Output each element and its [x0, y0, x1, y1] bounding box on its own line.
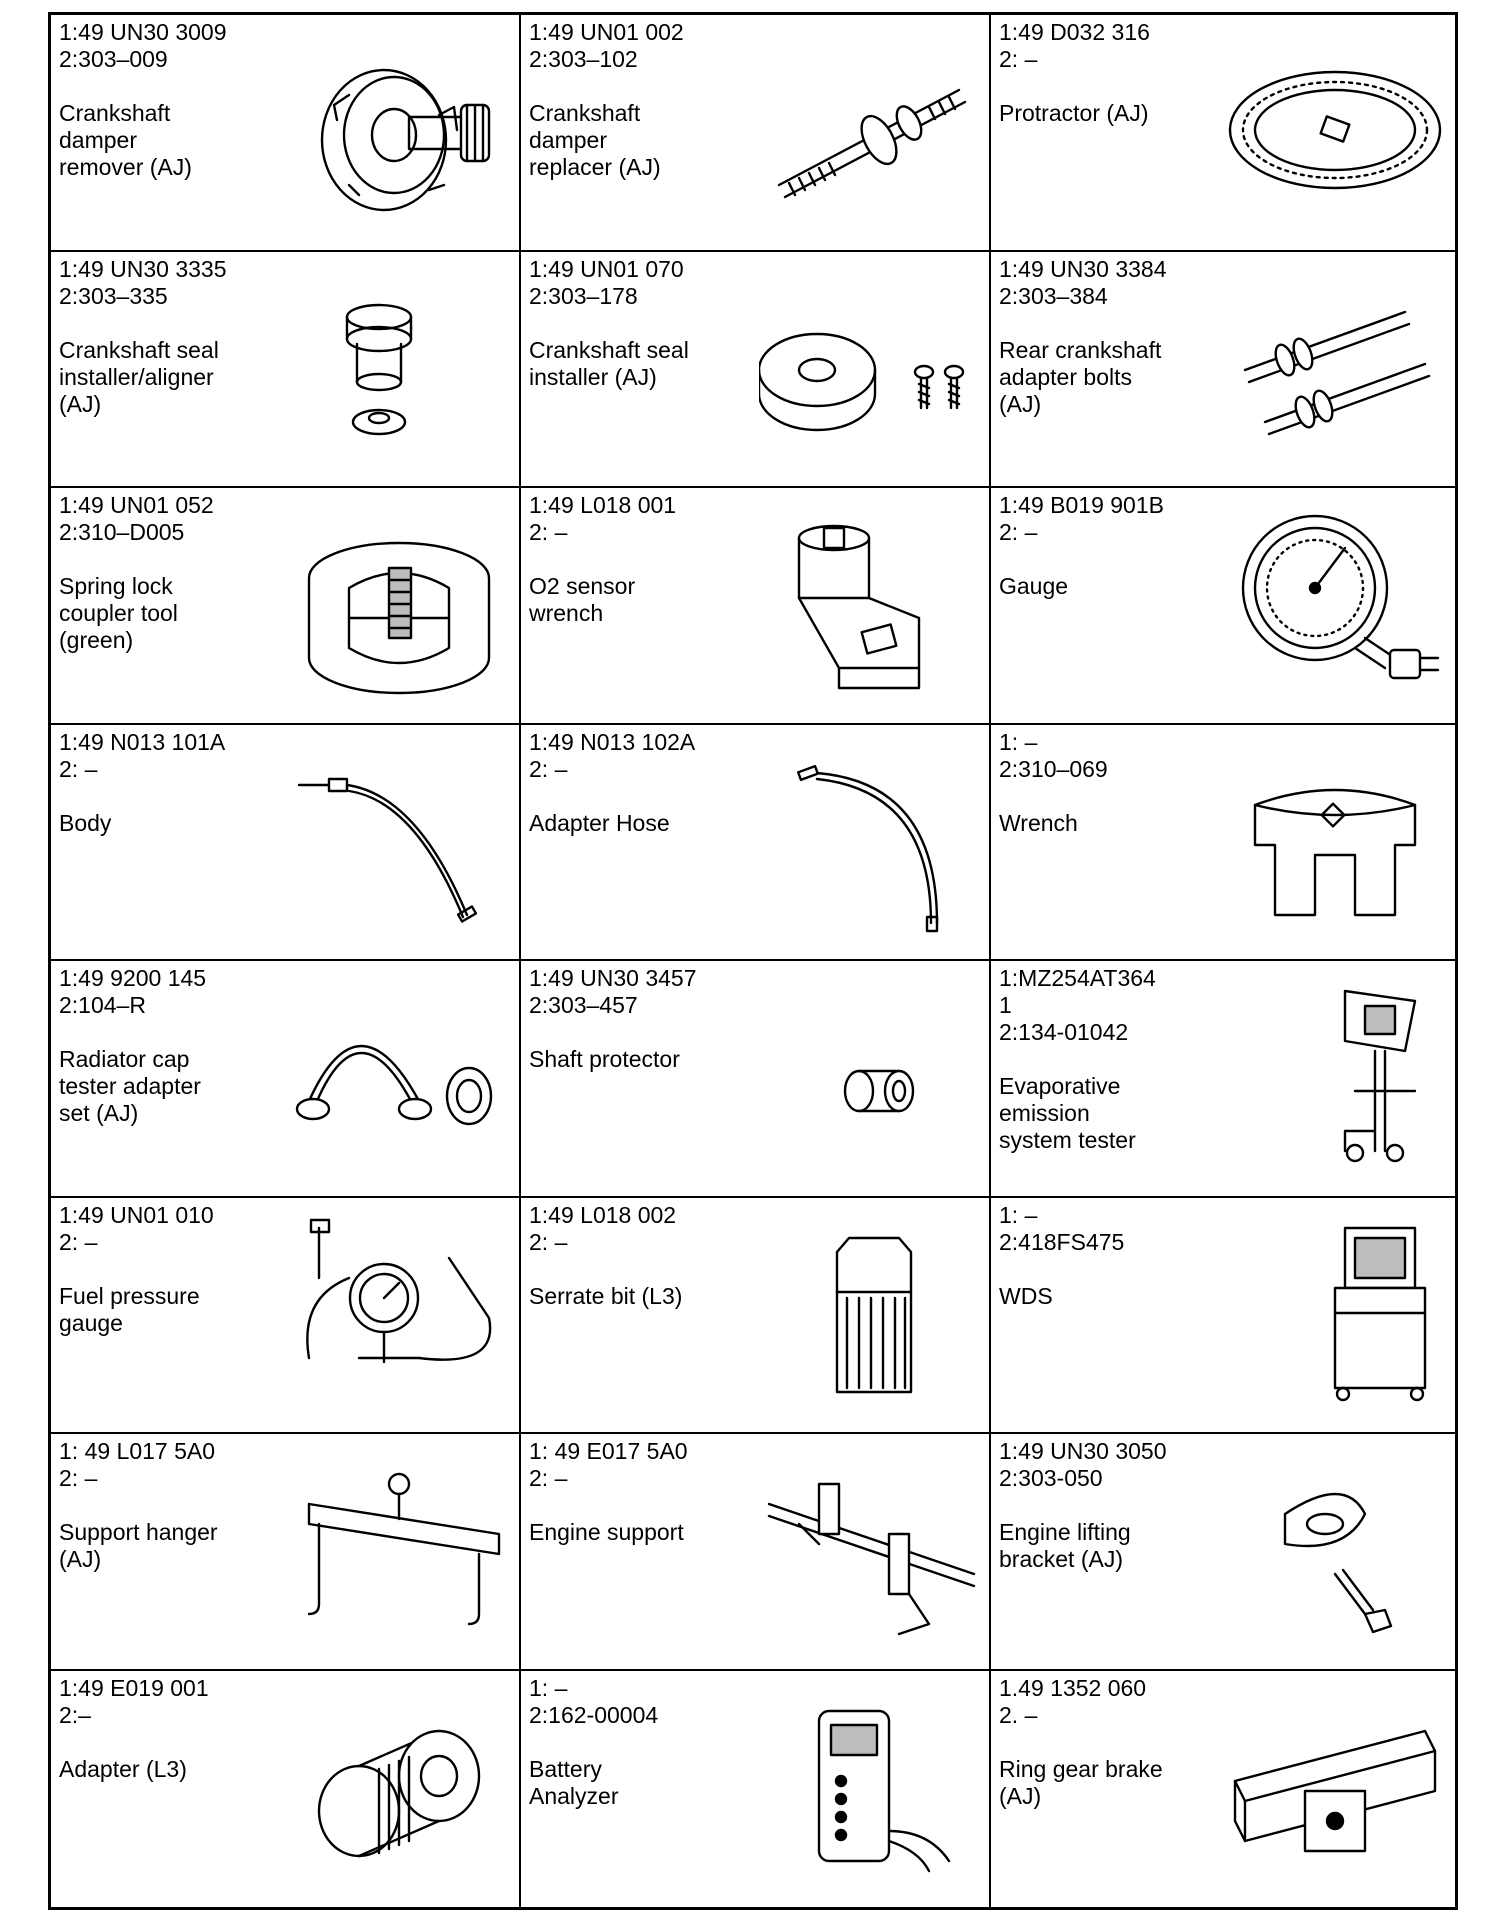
tool-part-number: 1:49 L018 001 2: – [529, 492, 677, 545]
support-hanger-icon [289, 1454, 509, 1644]
tool-part-number: 1: 49 E017 5A0 2: – [529, 1438, 688, 1491]
tool-name: Adapter Hose [529, 809, 670, 836]
tool-cell [51, 1671, 521, 1908]
tool-cell [521, 961, 991, 1198]
tool-name: Engine support [529, 1519, 684, 1545]
tool-part-number: 1:49 D032 316 2: – [999, 19, 1150, 72]
tool-cell [991, 1198, 1455, 1435]
tool-cell [991, 15, 1455, 252]
radiator-cap-adapter-icon [289, 981, 509, 1171]
tool-name: Support hanger (AJ) [59, 1519, 218, 1572]
tool-name: Body [59, 809, 112, 836]
tool-part-number: 1:49 UN01 002 2:303–102 [529, 19, 684, 72]
gauge-icon [1225, 508, 1445, 698]
tool-cell [521, 252, 991, 489]
special-tools-table [48, 12, 1458, 1910]
tool-cell [51, 725, 521, 962]
tool-name: Radiator cap tester adapter set (AJ) [59, 1046, 201, 1126]
tool-name: Evaporative emission system tester [999, 1073, 1136, 1153]
spring-lock-coupler-icon [289, 508, 509, 698]
tool-cell [521, 1434, 991, 1671]
tool-name: Serrate bit (L3) [529, 1282, 683, 1309]
tool-part-number: 1.49 1352 060 2. – [999, 1674, 1147, 1728]
evap-tester-icon [1225, 981, 1445, 1171]
adapter-bolts-icon [1225, 272, 1445, 462]
ring-gear-brake-icon [1225, 1691, 1445, 1881]
tool-part-number: 1:49 UN30 3384 2:303–384 [999, 255, 1167, 309]
tool-cell [521, 1671, 991, 1908]
tool-cell [991, 1434, 1455, 1671]
tool-name: O2 sensor wrench [529, 573, 636, 626]
tool-cell [51, 961, 521, 1198]
tool-cell [991, 1671, 1455, 1908]
crankshaft-damper-remover-icon [289, 35, 509, 225]
tool-cell [51, 15, 521, 252]
tool-name: Engine lifting bracket (AJ) [999, 1519, 1131, 1572]
seal-installer-aligner-icon [289, 272, 509, 462]
protractor-icon [1225, 35, 1445, 225]
tool-part-number: 1:49 UN30 3457 2:303–457 [529, 965, 697, 1018]
tool-name: Battery Analyzer [529, 1755, 619, 1809]
tool-cell [991, 725, 1455, 962]
adapter-fitting-icon [289, 1691, 509, 1881]
tool-name: Wrench [999, 809, 1078, 836]
tool-name: Crankshaft seal installer (AJ) [529, 336, 689, 390]
tool-part-number: 1: – 2:162-00004 [529, 1674, 659, 1728]
tool-name: Crankshaft seal installer/aligner (AJ) [59, 336, 219, 417]
tool-cell [991, 488, 1455, 725]
tool-name: Spring lock coupler tool (green) [59, 573, 178, 653]
crankshaft-damper-replacer-icon [759, 35, 979, 225]
tool-name: Adapter (L3) [59, 1755, 187, 1782]
tool-name: Shaft protector [529, 1046, 680, 1072]
engine-support-icon [759, 1454, 979, 1644]
tool-part-number: 1:49 UN30 3335 2:303–335 [59, 255, 227, 309]
o2-sensor-wrench-icon [759, 508, 979, 698]
tool-name: Crankshaft damper replacer (AJ) [529, 100, 661, 180]
tool-part-number: 1:49 UN01 010 2: – [59, 1201, 214, 1255]
tool-name: Gauge [999, 573, 1069, 599]
tool-cell [991, 252, 1455, 489]
wrench-icon [1225, 745, 1445, 935]
tool-part-number: 1:49 L018 002 2: – [529, 1201, 677, 1255]
wds-cart-icon [1225, 1218, 1445, 1408]
tool-part-number: 1:49 N013 101A 2: – [59, 728, 226, 782]
tool-part-number: 1:49 UN30 3050 2:303-050 [999, 1438, 1167, 1491]
battery-analyzer-icon [759, 1691, 979, 1881]
tool-name: Crankshaft damper remover (AJ) [59, 100, 192, 180]
tool-cell [51, 488, 521, 725]
tool-part-number: 1:49 UN01 052 2:310–D005 [59, 492, 214, 545]
tool-cell [51, 1198, 521, 1435]
tool-part-number: 1: 49 L017 5A0 2: – [59, 1438, 216, 1491]
tool-name: Rear crankshaft adapter bolts (AJ) [999, 336, 1162, 417]
tool-part-number: 1: – 2:418FS475 [999, 1201, 1125, 1255]
tool-cell [521, 1198, 991, 1435]
tool-name: Protractor (AJ) [999, 100, 1149, 126]
tool-part-number: 1:49 UN01 070 2:303–178 [529, 255, 684, 309]
seal-installer-icon [759, 272, 979, 462]
tool-part-number: 1:MZ254AT364 1 2:134-01042 [999, 965, 1156, 1045]
tool-part-number: 1:49 B019 901B 2: – [999, 492, 1164, 545]
tool-part-number: 1: – 2:310–069 [999, 728, 1108, 782]
adapter-hose-icon [759, 745, 979, 935]
tool-cell [51, 1434, 521, 1671]
tool-cell [521, 15, 991, 252]
serrate-bit-icon [759, 1218, 979, 1408]
tool-name: Fuel pressure gauge [59, 1282, 200, 1336]
tool-part-number: 1:49 E019 001 2:– [59, 1674, 209, 1728]
fuel-pressure-gauge-icon [289, 1218, 509, 1408]
tool-cell [521, 725, 991, 962]
lifting-bracket-icon [1225, 1454, 1445, 1644]
tool-name: WDS [999, 1282, 1053, 1309]
tool-part-number: 1:49 N013 102A 2: – [529, 728, 696, 782]
shaft-protector-icon [759, 981, 979, 1171]
body-hose-icon [289, 745, 509, 935]
tool-part-number: 1:49 9200 145 2:104–R [59, 965, 207, 1018]
tool-cell [991, 961, 1455, 1198]
tool-name: Ring gear brake (AJ) [999, 1755, 1163, 1809]
tool-part-number: 1:49 UN30 3009 2:303–009 [59, 19, 227, 72]
tool-cell [521, 488, 991, 725]
tool-cell [51, 252, 521, 489]
